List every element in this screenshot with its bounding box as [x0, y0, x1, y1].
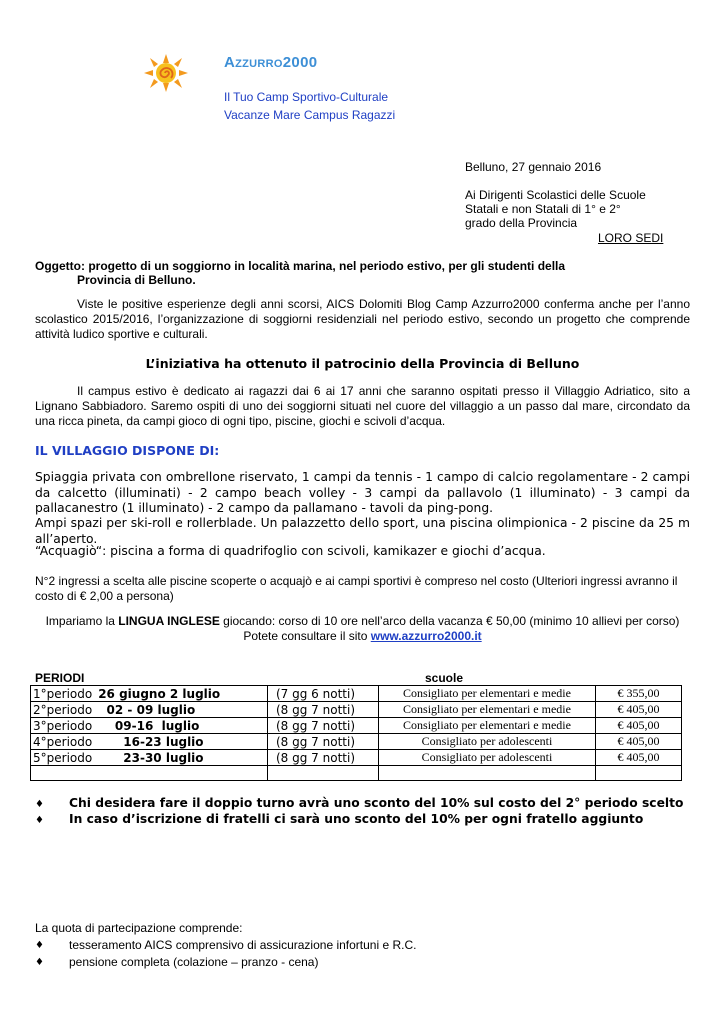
lingua-site-pre: Potete consultare il sito	[243, 629, 371, 643]
period-cell	[31, 734, 268, 750]
diamond-bullet-icon: ♦	[35, 815, 44, 826]
period-cell	[31, 702, 268, 718]
discount-list	[35, 796, 695, 828]
period-label: 4°periodo	[33, 734, 93, 749]
list-item	[35, 937, 675, 954]
recipient-line-2: Statali e non Statali di 1° e 2°	[465, 202, 621, 216]
periods-table	[30, 685, 682, 781]
target-cell: Consigliato per elementari e medie	[379, 702, 596, 718]
lingua-post: giocando: corso di 10 ore nell’arco della vacanza € 50,00 (minimo 10 allievi per corso)	[219, 614, 680, 628]
period-label: 1°periodo	[33, 686, 93, 701]
loro-sedi: LORO SEDI	[598, 231, 664, 245]
brand-name: AZZURRO2000	[224, 54, 318, 71]
patrocinio-heading: L’iniziativa ha ottenuto il patrocinio della Provincia di Belluno	[145, 356, 580, 371]
price-cell	[596, 766, 682, 781]
nights-cell: (8 gg 7 notti)	[268, 702, 379, 718]
diamond-bullet-icon: ♦	[35, 957, 44, 968]
lingua-inglese-paragraph	[35, 614, 690, 644]
villaggio-paragraph-1: Spiaggia privata con ombrellone riservato, 1 campi da tennis - 1 campo di calcio regolamentare - 2 campi da calcetto (illuminati) - 2 campo beach volley - 3 campi da pallavolo (1 illuminato) - 3 campi da pallacanestro (1 illuminato) - 2 campo da pallamano - tavoli da ping-pong.	[35, 470, 690, 515]
period-dates: 02 - 09 luglio	[98, 702, 196, 717]
table-row	[31, 718, 682, 734]
table-row	[31, 686, 682, 702]
price-cell: € 405,00	[596, 718, 682, 734]
nights-cell: (8 gg 7 notti)	[268, 734, 379, 750]
target-cell: Consigliato per adolescenti	[379, 734, 596, 750]
tagline-2: Vacanze Mare Campus Ragazzi	[224, 108, 396, 122]
price-cell: € 355,00	[596, 686, 682, 702]
period-cell	[31, 766, 268, 781]
villaggio-heading: IL VILLAGGIO DISPONE DI:	[35, 443, 220, 458]
discount-text: In caso d’iscrizione di fratelli ci sarà uno sconto del 10% per ogni fratello aggiunto	[69, 812, 644, 826]
ingressi-paragraph: N°2 ingressi a scelta alle piscine scoperte o acquajò e ai campi sportivi è compreso nel costo (Ulteriori ingressi avranno il costo di € 2,00 a persona)	[35, 574, 678, 603]
diamond-bullet-icon: ♦	[35, 799, 44, 810]
table-row	[31, 750, 682, 766]
period-label: 5°periodo	[33, 750, 93, 765]
recipient-address	[465, 188, 646, 230]
period-cell	[31, 718, 268, 734]
table-row	[31, 702, 682, 718]
period-cell	[31, 686, 268, 702]
lingua-bold: LINGUA INGLESE	[118, 614, 220, 628]
recipient-line-1: Ai Dirigenti Scolastici delle Scuole	[465, 188, 646, 202]
period-dates: 23-30 luglio	[98, 750, 204, 765]
nights-cell	[268, 766, 379, 781]
diamond-bullet-icon: ♦	[35, 940, 44, 951]
subject	[35, 259, 695, 287]
target-cell: Consigliato per adolescenti	[379, 750, 596, 766]
table-row	[31, 766, 682, 781]
website-link[interactable]: www.azzurro2000.it	[370, 629, 482, 643]
discount-text: Chi desidera fare il doppio turno avrà uno sconto del 10% sul costo del 2° periodo scelto	[69, 796, 684, 810]
villaggio-paragraph-3: “Acquagiò“: piscina a forma di quadrifoglio con scivoli, kamikazer e giochi d’acqua.	[35, 544, 546, 558]
subject-line-2: Provincia di Belluno.	[77, 273, 196, 287]
list-item	[35, 954, 675, 971]
intro-paragraph: Viste le positive esperienze degli anni scorsi, AICS Dolomiti Blog Camp Azzurro2000 conferma anche per l’anno scolastico 2015/2016, l’organizzazione di soggiorni residenziali nel periodo estivo, secondo un progetto che comprende attività ludico sportive e culturali.	[35, 297, 690, 341]
period-label: 3°periodo	[33, 718, 93, 733]
target-cell: Consigliato per elementari e medie	[379, 686, 596, 702]
target-cell	[379, 766, 596, 781]
recipient-line-3: grado della Provincia	[465, 216, 578, 230]
list-item	[35, 812, 695, 828]
table-header-periodi: PERIODI	[35, 671, 85, 685]
sun-spiral-icon	[141, 52, 191, 94]
subject-line-1: Oggetto: progetto di un soggiorno in località marina, nel periodo estivo, per gli studenti della	[35, 259, 566, 273]
quota-item-text: tesseramento AICS comprensivo di assicurazione infortuni e R.C.	[69, 938, 417, 952]
table-header-scuole: scuole	[425, 671, 464, 685]
period-dates: 26 giugno 2 luglio	[98, 686, 221, 701]
quota-list	[35, 937, 675, 971]
price-cell: € 405,00	[596, 734, 682, 750]
quota-title: La quota di partecipazione comprende:	[35, 921, 243, 935]
price-cell: € 405,00	[596, 750, 682, 766]
tagline-1: Il Tuo Camp Sportivo-Culturale	[224, 90, 389, 104]
period-dates: 16-23 luglio	[98, 734, 204, 749]
target-cell: Consigliato per elementari e medie	[379, 718, 596, 734]
campus-paragraph: Il campus estivo è dedicato ai ragazzi dai 6 ai 17 anni che saranno ospitati presso il Villaggio Adriatico, sito a Lignano Sabbiadoro. Saremo ospiti di uno dei soggiorni situati nel cuore del villaggio a un passo dal mare, circondato da una ricca pineta, da campi gioco di ogni tipo, piscine, giochi e scivoli d’acqua.	[35, 384, 690, 428]
quota-item-text: pensione completa (colazione – pranzo - cena)	[69, 955, 319, 969]
nights-cell: (7 gg 6 notti)	[268, 686, 379, 702]
lingua-pre: Impariamo la	[45, 614, 119, 628]
villaggio-paragraph-2: Ampi spazi per ski-roll e rollerblade. Un palazzetto dello sport, una piscina olimpionica - 2 piscine da 25 m all’aperto.	[35, 516, 690, 546]
period-dates: 09-16 luglio	[98, 718, 200, 733]
period-cell	[31, 750, 268, 766]
period-label: 2°periodo	[33, 702, 93, 717]
price-cell: € 405,00	[596, 702, 682, 718]
nights-cell: (8 gg 7 notti)	[268, 750, 379, 766]
table-row	[31, 734, 682, 750]
letter-date: Belluno, 27 gennaio 2016	[465, 160, 602, 174]
nights-cell: (8 gg 7 notti)	[268, 718, 379, 734]
list-item	[35, 796, 695, 812]
